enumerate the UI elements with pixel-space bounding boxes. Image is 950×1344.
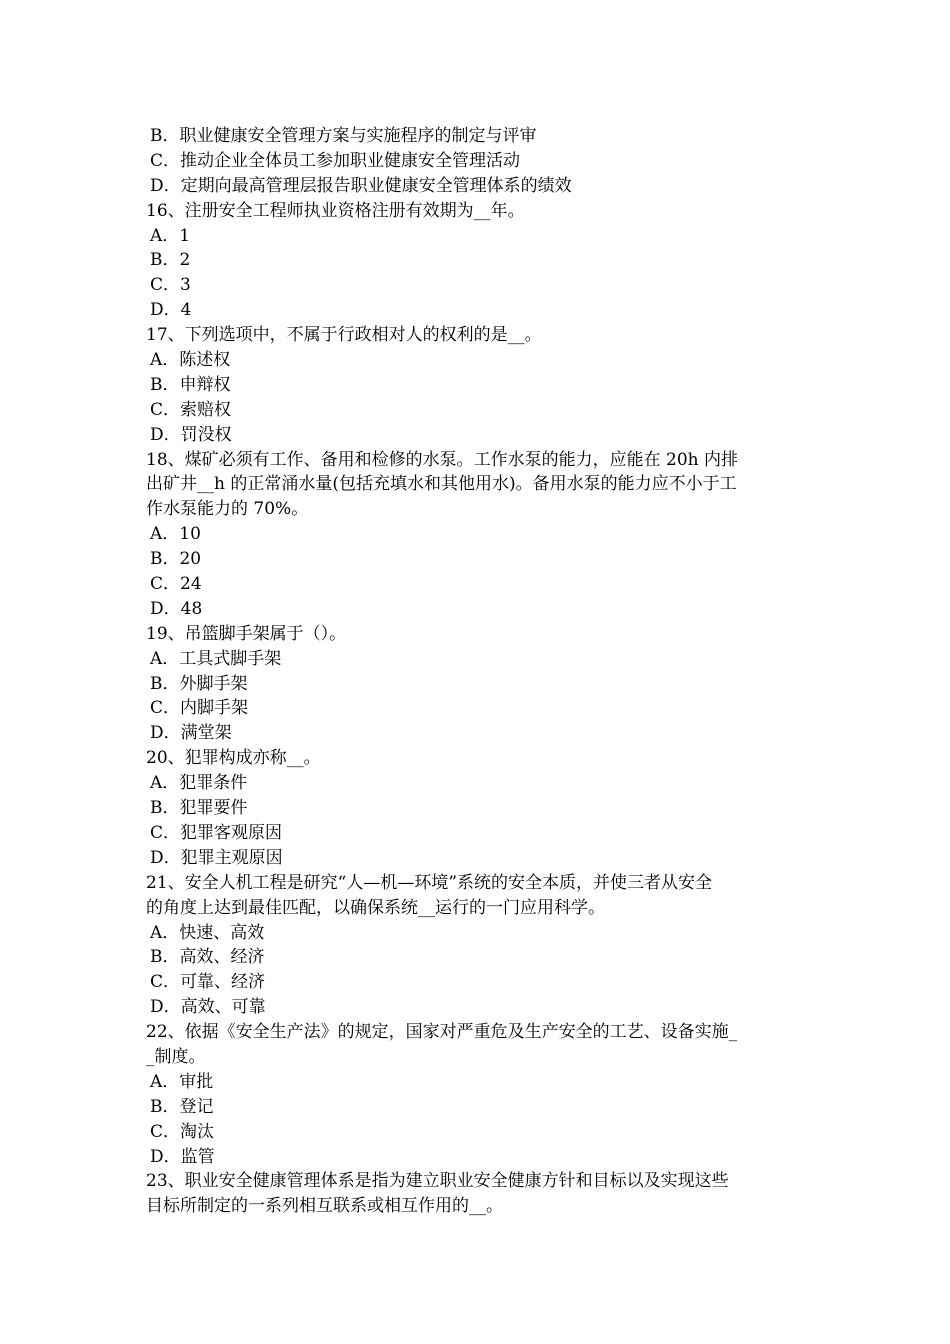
answer-option: D．监管 xyxy=(150,1146,215,1167)
answer-option: B．20 xyxy=(150,549,202,570)
answer-option: A．10 xyxy=(150,524,201,545)
answer-option: A．审批 xyxy=(150,1071,214,1092)
question-stem xyxy=(146,1020,808,1070)
answer-option: B．高效、经济 xyxy=(150,947,265,968)
answer-option: B．犯罪要件 xyxy=(150,798,248,819)
answer-option: A．工具式脚手架 xyxy=(150,648,282,669)
question-text-line: 21、安全人机工程是研究“人—机—环境”系统的安全本质，并使三者从安全 xyxy=(146,872,713,893)
answer-option: B．职业健康安全管理方案与实施程序的制定与评审 xyxy=(150,126,537,146)
question-stem xyxy=(146,448,808,523)
question-stem xyxy=(146,746,808,771)
answer-option: C．可靠、经济 xyxy=(150,972,266,993)
question-text-line: 16、注册安全工程师执业资格注册有效期为__年。 xyxy=(146,200,525,221)
question-stem xyxy=(146,622,808,647)
question-stem xyxy=(146,199,808,224)
question-stem xyxy=(146,1169,808,1219)
answer-option: C．推动企业全体员工参加职业健康安全管理活动 xyxy=(150,150,521,171)
question-text-line: 18、煤矿必须有工作、备用和检修的水泵。工作水泵的能力，应能在 20h 内排 xyxy=(146,449,739,470)
answer-option: C．3 xyxy=(150,275,191,296)
answer-option: D．48 xyxy=(150,598,203,619)
answer-option: D．罚没权 xyxy=(150,424,232,445)
question-text-line: 22、依据《安全生产法》的规定，国家对严重危及生产安全的工艺、设备实施_ xyxy=(146,1022,738,1043)
question-text-line: 的角度上达到最佳匹配，以确保系统__运行的一门应用科学。 xyxy=(146,897,605,918)
question-text-line: 23、职业安全健康管理体系是指为建立职业安全健康方针和目标以及实现这些 xyxy=(146,1171,729,1192)
question-text-line: 目标所制定的一系列相互联系或相互作用的__。 xyxy=(146,1196,503,1217)
answer-option: B．2 xyxy=(150,250,191,271)
answer-option: A．快速、高效 xyxy=(150,922,265,943)
answer-option: B．登记 xyxy=(150,1096,214,1117)
answer-option: B．申辩权 xyxy=(150,374,231,395)
question-text-line: 出矿井__h 的正常涌水量(包括充填水和其他用水)。备用水泵的能力应不小于工 xyxy=(146,474,737,495)
answer-option: A．犯罪条件 xyxy=(150,773,248,794)
answer-option: D．犯罪主观原因 xyxy=(150,847,283,868)
question-stem xyxy=(146,871,808,921)
question-text-line: 20、犯罪构成亦称__。 xyxy=(146,748,321,769)
answer-option: C．内脚手架 xyxy=(150,698,249,719)
answer-option: D．定期向最高管理层报告职业健康安全管理体系的绩效 xyxy=(150,175,572,196)
answer-option: D．4 xyxy=(150,300,192,321)
question-text-line: 19、吊篮脚手架属于（）。 xyxy=(146,623,347,644)
answer-option: A．陈述权 xyxy=(150,350,231,371)
answer-option: B．外脚手架 xyxy=(150,673,248,694)
answer-option: C．索赔权 xyxy=(150,399,232,420)
question-text-line: 17、下列选项中，不属于行政相对人的权利的是__。 xyxy=(146,325,542,346)
answer-option: D．高效、可靠 xyxy=(150,997,266,1018)
answer-option: C．淘汰 xyxy=(150,1121,215,1142)
document-page xyxy=(146,124,808,1219)
answer-option: C．24 xyxy=(150,574,202,595)
question-text-line: 作水泵能力的 70%。 xyxy=(146,499,309,520)
question-stem xyxy=(146,323,808,348)
answer-option: C．犯罪客观原因 xyxy=(150,822,283,843)
question-text-line: _制度。 xyxy=(146,1046,206,1067)
answer-option: D．满堂架 xyxy=(150,723,232,744)
answer-option: A．1 xyxy=(150,225,191,246)
